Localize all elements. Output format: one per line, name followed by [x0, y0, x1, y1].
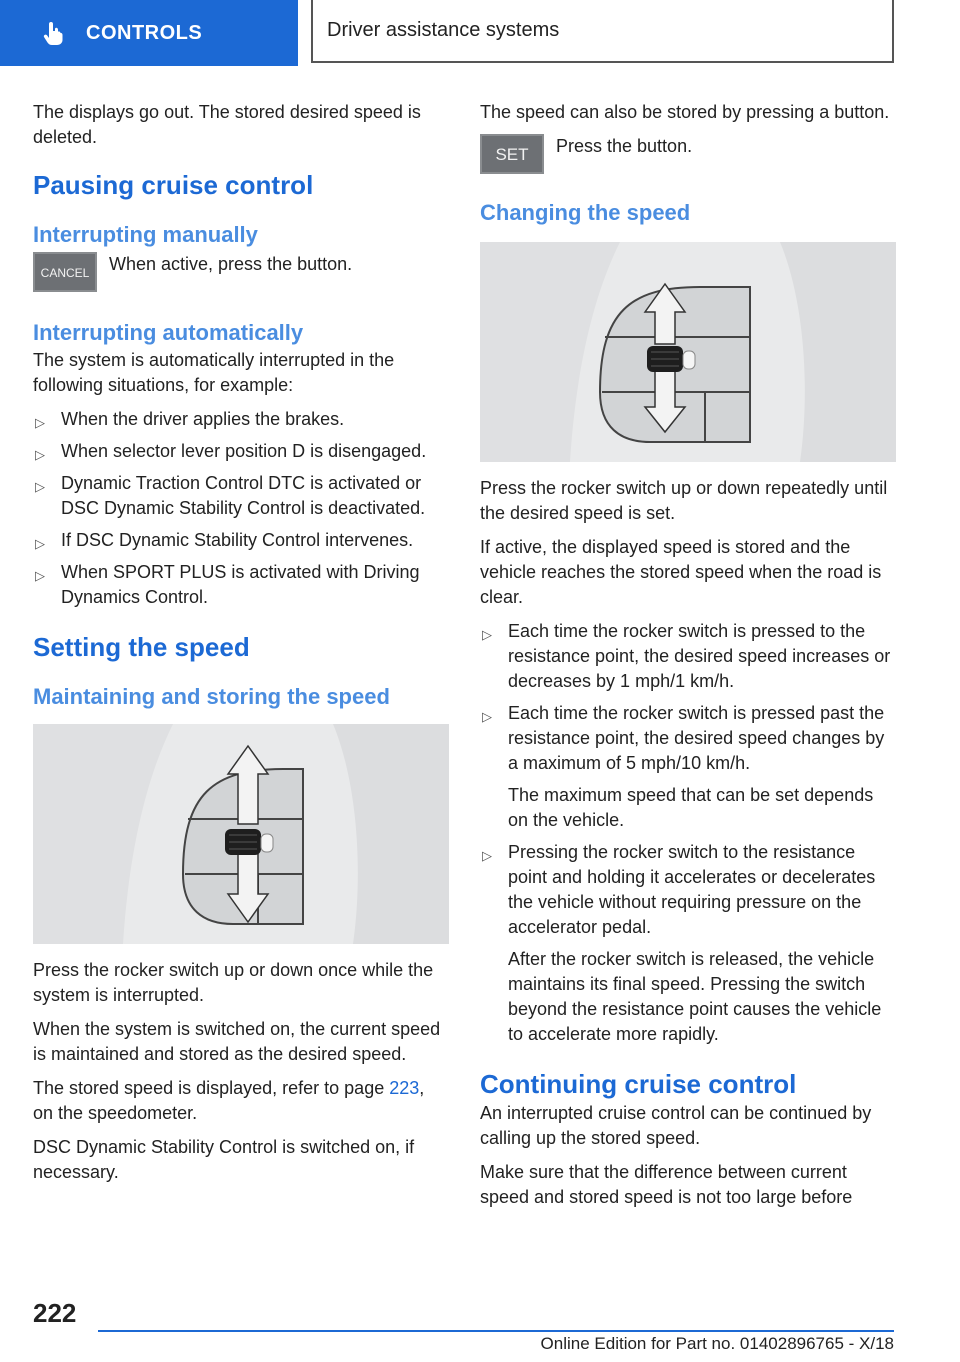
list-item-text: When SPORT PLUS is activated with Driving Dynamics Control. [61, 562, 420, 607]
paragraph: The speed can also be stored by pressing a button. [480, 102, 890, 122]
steering-wheel-rocker-switch-image [33, 724, 449, 944]
set-button-label: SET [495, 145, 529, 164]
steering-wheel-rocker-switch-image [480, 242, 896, 462]
triangle-bullet-icon: ▷ [35, 568, 45, 583]
triangle-bullet-icon: ▷ [482, 627, 492, 642]
paragraph: Press the button. [556, 136, 693, 156]
text-span: The stored speed is displayed, refer to page [33, 1078, 390, 1098]
set-button-icon [480, 134, 544, 174]
list-item-text: Each time the rocker switch is pressed past the resistance point, the desired speed changes by a maximum of 5 mph/10 km/h. [508, 703, 885, 773]
paragraph: When active, press the button. [109, 254, 353, 274]
list-item [33, 407, 449, 432]
list-item [33, 528, 449, 553]
list-item-text: When selector lever position D is disengaged. [61, 441, 427, 461]
text-span: , on the speedometer. [33, 1078, 425, 1123]
list-item-text: Pressing the rocker switch to the resistance point and holding it accelerates or decelerates the vehicle without requiring pressure on the accelerator pedal. [508, 842, 876, 937]
heading-maintaining-storing: Maintaining and storing the speed [33, 684, 390, 709]
paragraph: The displays go out. The stored desired speed is deleted. [33, 102, 421, 147]
list-item-note: After the rocker switch is released, the vehicle maintains its final speed. Pressing the switch beyond the resistance point causes the vehicle to accelerate more rapidly. [508, 949, 882, 1044]
paragraph: When the system is switched on, the current speed is maintained and stored as the desired speed. [33, 1019, 441, 1064]
right-column [480, 100, 896, 1219]
chapter-title: Driver assistance systems [311, 0, 894, 63]
paragraph: The system is automatically interrupted in the following situations, for example: [33, 350, 395, 395]
cancel-button-row [33, 252, 449, 292]
list-item [480, 840, 896, 1047]
footer-divider [98, 1330, 894, 1332]
list-item-text: Dynamic Traction Control DTC is activated or DSC Dynamic Stability Control is deactivated. [61, 473, 426, 518]
list-item [480, 701, 896, 833]
triangle-bullet-icon: ▷ [482, 709, 492, 724]
list-item [33, 560, 449, 610]
paragraph: Press the rocker switch up or down once while the system is interrupted. [33, 960, 434, 1005]
triangle-bullet-icon: ▷ [482, 848, 492, 863]
hand-pointer-icon [40, 19, 68, 47]
heading-continuing: Continuing cruise control [480, 1069, 797, 1099]
paragraph: DSC Dynamic Stability Control is switched on, if necessary. [33, 1137, 415, 1182]
section-title: CONTROLS [86, 21, 203, 44]
edition-note: Online Edition for Part no. 01402896765 - X/18 [540, 1334, 894, 1353]
paragraph: An interrupted cruise control can be continued by calling up the stored speed. [480, 1103, 872, 1148]
page-link[interactable]: 223 [389, 1078, 420, 1098]
list-item-text: If DSC Dynamic Stability Control intervenes. [61, 530, 414, 550]
cancel-button-label: CANCEL [40, 266, 90, 280]
page-header [0, 0, 960, 66]
section-tab [0, 0, 298, 66]
triangle-bullet-icon: ▷ [35, 479, 45, 494]
heading-setting-speed: Setting the speed [33, 632, 250, 662]
list-item [480, 619, 896, 694]
heading-interrupting-manually: Interrupting manually [33, 222, 258, 247]
paragraph: Make sure that the difference between current speed and stored speed is not too large before [480, 1162, 853, 1207]
heading-changing-speed: Changing the speed [480, 200, 691, 225]
list-item [33, 439, 449, 464]
heading-pausing: Pausing cruise control [33, 170, 314, 200]
auto-interrupt-list [33, 407, 449, 610]
list-item [33, 471, 449, 521]
list-item-text: Each time the rocker switch is pressed to the resistance point, the desired speed increases or decreases by 1 mph/1 km/h. [508, 621, 891, 691]
triangle-bullet-icon: ▷ [35, 415, 45, 430]
set-button-row [480, 134, 896, 174]
heading-interrupting-automatically: Interrupting automatically [33, 320, 304, 345]
triangle-bullet-icon: ▷ [35, 447, 45, 462]
paragraph: If active, the displayed speed is stored and the vehicle reaches the stored speed when the road is clear. [480, 537, 882, 607]
paragraph: Press the rocker switch up or down repeatedly until the desired speed is set. [480, 478, 888, 523]
list-item-text: When the driver applies the brakes. [61, 409, 345, 429]
triangle-bullet-icon: ▷ [35, 536, 45, 551]
change-speed-list [480, 619, 896, 1047]
list-item-note: The maximum speed that can be set depends on the vehicle. [508, 785, 874, 830]
cancel-button-icon [33, 252, 97, 292]
left-column [33, 100, 449, 1194]
paragraph [33, 1076, 449, 1126]
page-number: 222 [33, 1298, 77, 1328]
